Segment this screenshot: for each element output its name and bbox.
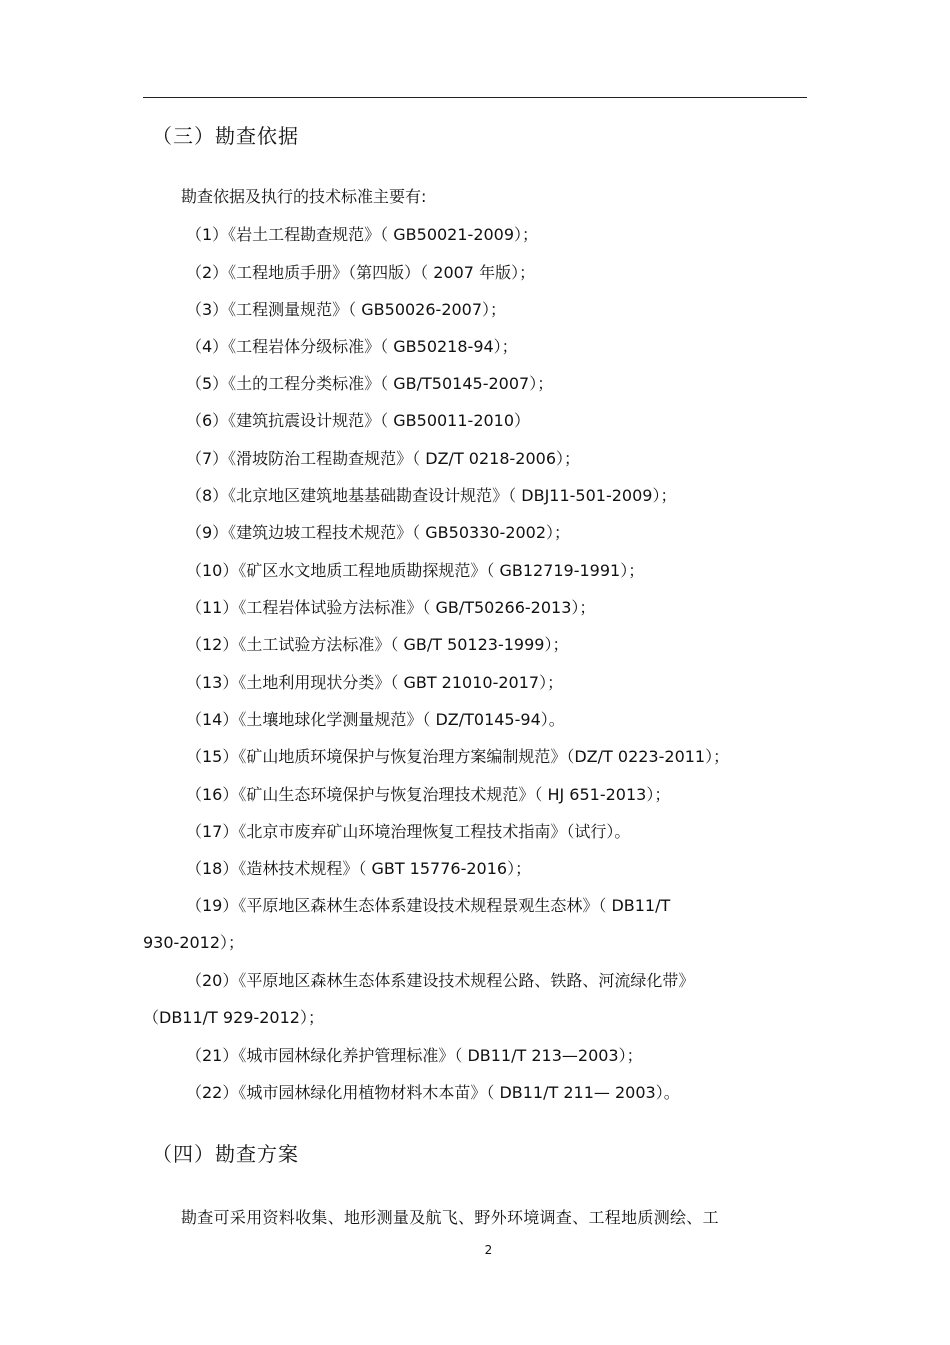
reference-item: （13）《土地利用现状分类》（ GBT 21010-2017）；	[186, 673, 564, 692]
reference-item: （16）《矿山生态环境保护与恢复治理技术规范》（ HJ 651-2013）；	[186, 785, 671, 804]
reference-item: （21）《城市园林绿化养护管理标准》（ DB11/T 213—2003）；	[186, 1046, 643, 1065]
reference-item: （15）《矿山地质环境保护与恢复治理方案编制规范》（DZ/T 0223-2011）；	[186, 747, 730, 766]
reference-item: （3）《工程测量规范》（ GB50026-2007）；	[186, 300, 507, 319]
section-heading-plan: （四）勘查方案	[152, 1142, 299, 1166]
reference-item: （9）《建筑边坡工程技术规范》（ GB50330-2002）；	[186, 523, 571, 542]
reference-item: （19）《平原地区森林生态体系建设技术规程景观生态林》（ DB11/T	[186, 896, 671, 915]
reference-item: 930-2012）；	[143, 933, 245, 952]
reference-item: （20）《平原地区森林生态体系建设技术规程公路、铁路、河流绿化带》	[186, 971, 695, 990]
intro-text: 勘查依据及执行的技术标准主要有:	[181, 187, 427, 206]
reference-item: （7）《滑坡防治工程勘查规范》（ DZ/T 0218-2006）；	[186, 449, 581, 468]
reference-item: （17）《北京市废弃矿山环境治理恢复工程技术指南》（试行）。	[186, 822, 631, 841]
reference-item: （11）《工程岩体试验方法标准》（ GB/T50266-2013）；	[186, 598, 596, 617]
reference-item: （10）《矿区水文地质工程地质勘探规范》（ GB12719-1991）；	[186, 561, 645, 580]
reference-item: （22）《城市园林绿化用植物材料木本苗》（ DB11/T 211— 2003）。	[186, 1083, 680, 1102]
reference-item: （5）《土的工程分类标准》（ GB/T50145-2007）；	[186, 374, 554, 393]
plan-paragraph: 勘查可采用资料收集、地形测量及航飞、野外环境调查、工程地质测绘、工	[181, 1208, 719, 1227]
section-heading-basis: （三）勘查依据	[152, 124, 299, 148]
reference-item: （4）《工程岩体分级标准》（ GB50218-94）；	[186, 337, 518, 356]
header-rule	[143, 97, 807, 98]
reference-item: （8）《北京地区建筑地基基础勘查设计规范》（ DBJ11-501-2009）；	[186, 486, 677, 505]
reference-item: （6）《建筑抗震设计规范》（ GB50011-2010）	[186, 411, 531, 430]
reference-item: （18）《造林技术规程》（ GBT 15776-2016）；	[186, 859, 532, 878]
reference-item: （2）《工程地质手册》（第四版）（ 2007 年版）；	[186, 263, 536, 282]
reference-item: （DB11/T 929-2012）；	[143, 1008, 324, 1027]
reference-item: （1）《岩土工程勘查规范》（ GB50021-2009）；	[186, 225, 539, 244]
reference-item: （14）《土壤地球化学测量规范》（ DZ/T0145-94）。	[186, 710, 565, 729]
page-number: 2	[484, 1243, 493, 1257]
reference-item: （12）《土工试验方法标准》（ GB/T 50123-1999）；	[186, 635, 569, 654]
